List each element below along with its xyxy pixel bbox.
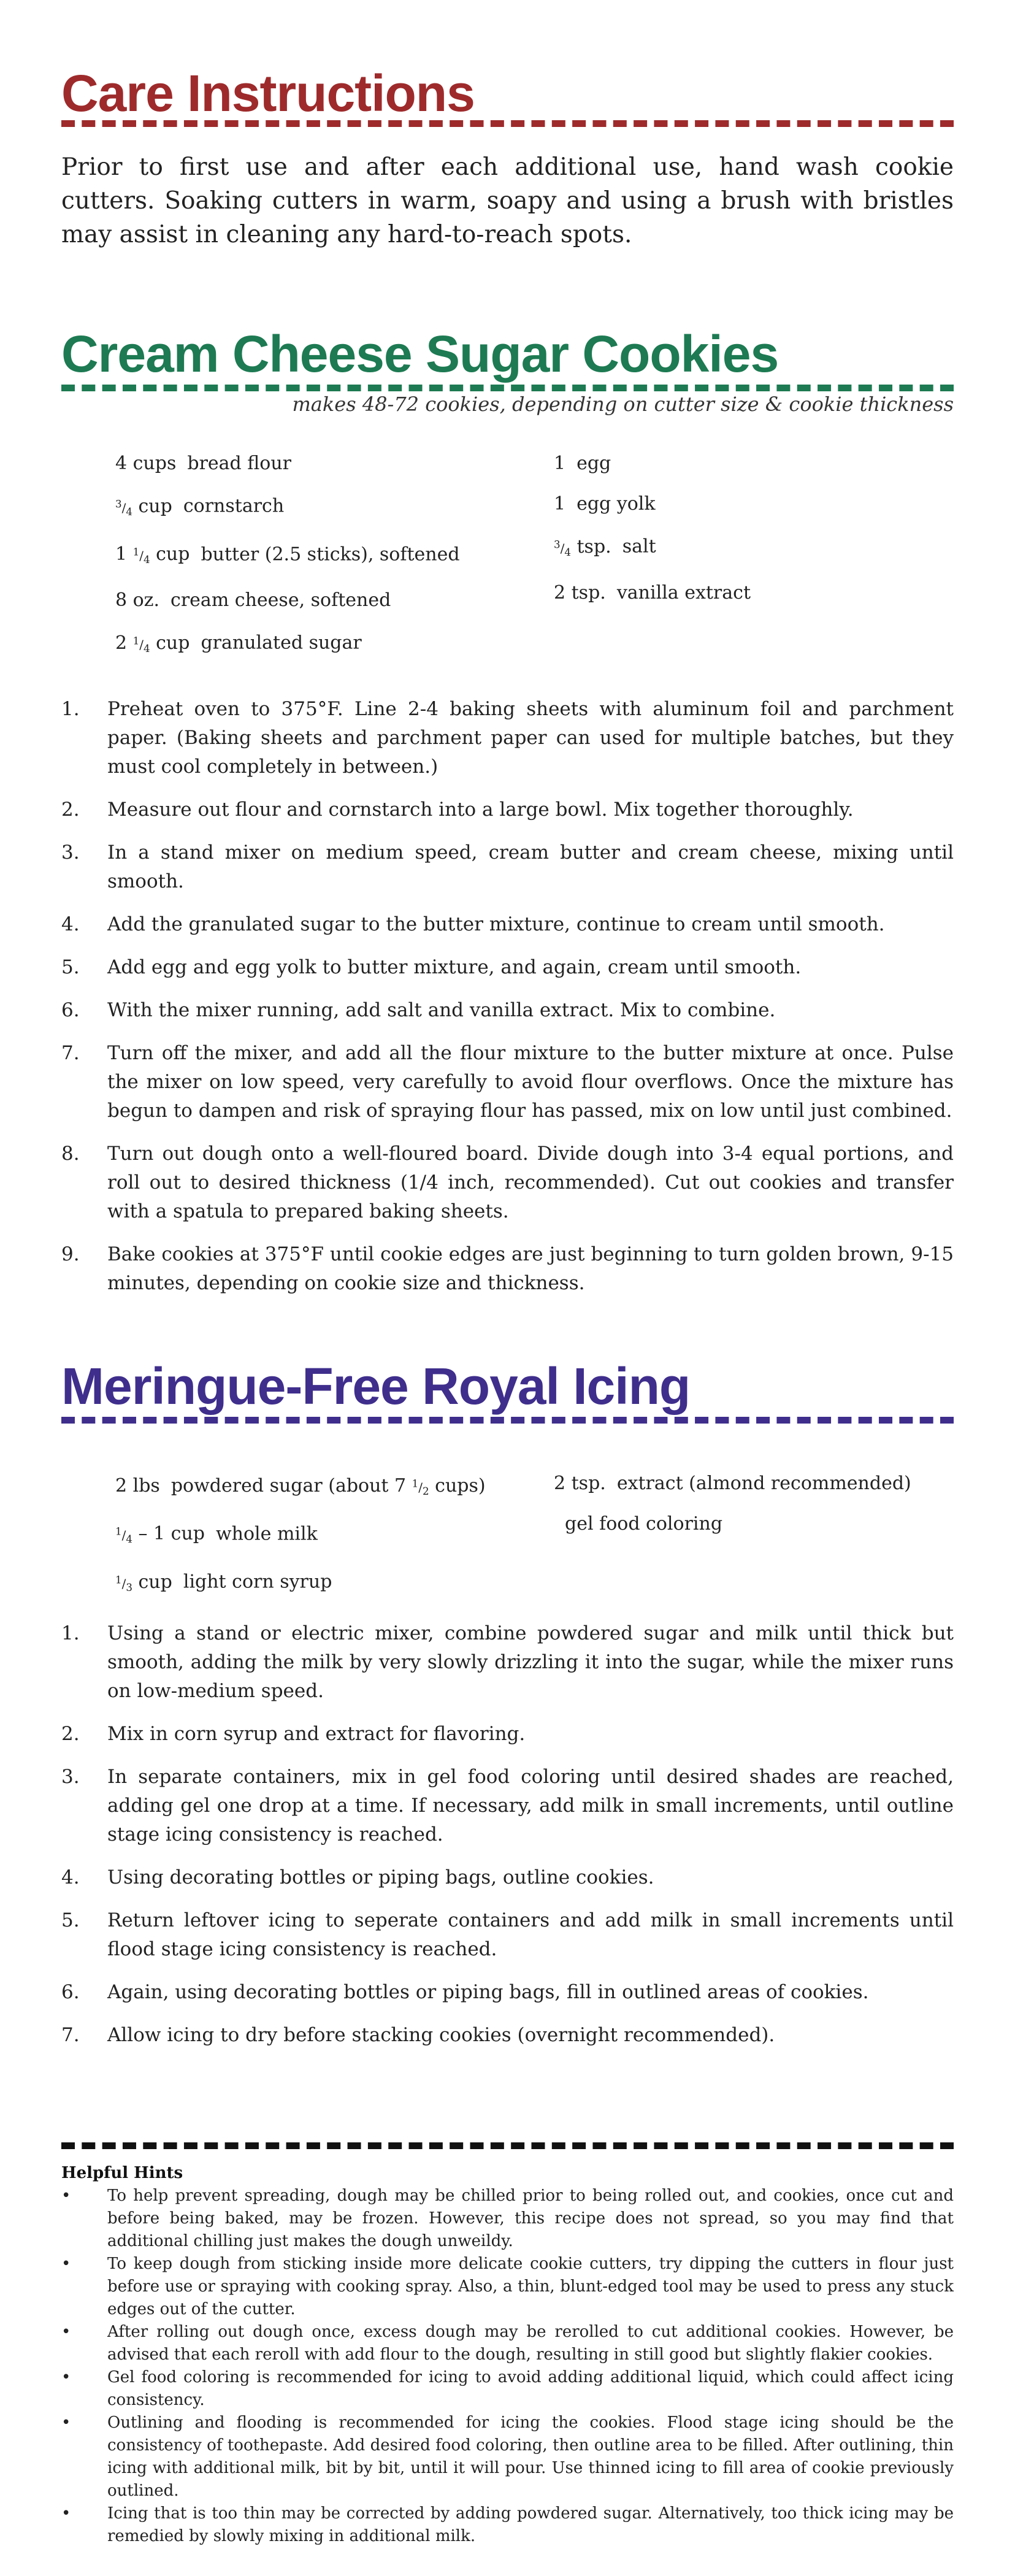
step-text: Return leftover icing to seperate containers and add milk in small increments until flood stage icing consistency is reached. bbox=[107, 1909, 954, 1960]
ingredient-row bbox=[115, 1512, 486, 1560]
step-text: Add the granulated sugar to the butter mixture, continue to cream until smooth. bbox=[107, 913, 885, 935]
step-text: Preheat oven to 375°F. Line 2-4 baking sheets with aluminum foil and parchment paper. (Baking sheets and parchment paper can used for multiple batches, but they must cool completely in between.) bbox=[107, 698, 954, 778]
step-text: With the mixer running, add salt and vanilla extract. Mix to combine. bbox=[107, 999, 776, 1021]
care-instructions-text: Prior to first use and after each additional use, hand wash cookie cutters. Soaking cutters in warm, soapy and using a brush with bristles may assist in cleaning any hard-to-reach spots. bbox=[61, 153, 954, 248]
ingredient-item: butter (2.5 sticks), softened bbox=[201, 543, 460, 565]
ingredient-row bbox=[554, 484, 751, 524]
step-text: Turn out dough onto a well-floured board. Divide dough into 3-4 equal portions, and roll out to desired thickness (1/4 inch, recommended). Cut out cookies and transfer with a spatula to prepared baking sheets. bbox=[107, 1143, 954, 1222]
ingredient-item: bread flour bbox=[187, 453, 292, 474]
cookie-ingredients-right bbox=[554, 443, 751, 613]
cookie-step: 1. Preheat oven to 375°F. Line 2-4 baking sheets with aluminum foil and parchment paper. (Baking sheets and parchment paper can used for multiple batches, but they must cool completely in between.) bbox=[61, 698, 954, 778]
ingredient-row bbox=[115, 443, 460, 484]
ingredient-row bbox=[554, 1504, 911, 1544]
fraction: $^3/_4$ bbox=[115, 498, 132, 518]
ingredient-qty: $^1/_3$ cup bbox=[115, 1571, 172, 1593]
ingredient-qty: 2 $^1/_4$ cup bbox=[115, 632, 190, 654]
hint-item bbox=[61, 2253, 954, 2321]
fraction: $^1/_3$ bbox=[115, 1574, 132, 1593]
step-text: In separate containers, mix in gel food coloring until desired shades are reached, adding gel one drop at a time. If necessary, add milk in small increments, until outline stage icing consistency is reached. bbox=[107, 1766, 954, 1846]
ingredient-qty: 1 bbox=[554, 493, 566, 515]
step-text: Using decorating bottles or piping bags, outline cookies. bbox=[107, 1866, 654, 1888]
fraction: $^3/_4$ bbox=[554, 539, 571, 558]
ingredient-qty: 2 lbs bbox=[115, 1474, 160, 1497]
bullet: • bbox=[61, 2413, 71, 2432]
bullet: • bbox=[61, 2187, 71, 2205]
icing-step: 1. Using a stand or electric mixer, combine powdered sugar and milk until thick but smooth, adding the milk by very slowly drizzling it into the sugar, while the mixer runs on low-medium speed. bbox=[61, 1622, 954, 1702]
ingredient-item: light corn syrup bbox=[183, 1571, 332, 1593]
ingredient-item: salt bbox=[622, 535, 656, 558]
icing-ingredients-right bbox=[554, 1463, 911, 1544]
hint-text: Icing that is too thin may be corrected by adding powdered sugar. Alternatively, too thick icing may be remedied by slowly mixing in additional milk. bbox=[107, 2504, 954, 2545]
cookie-yield: makes 48-72 cookies, depending on cutter size & cookie thickness bbox=[292, 393, 954, 416]
hint-item bbox=[61, 2185, 954, 2253]
fraction: $^1/_4$ bbox=[115, 1525, 132, 1546]
step-text: Add egg and egg yolk to butter mixture, and again, cream until smooth. bbox=[107, 956, 802, 978]
step-text: Again, using decorating bottles or piping bags, fill in outlined areas of cookies. bbox=[107, 1981, 869, 2003]
ingredient-item: whole milk bbox=[216, 1523, 318, 1545]
ingredient-qty: 1 $^1/_4$ cup bbox=[115, 543, 190, 566]
ingredient-item: egg bbox=[576, 453, 611, 474]
bullet: • bbox=[61, 2323, 71, 2341]
icing-recipe-title: Meringue-Free Royal Icing bbox=[61, 1357, 691, 1415]
hint-text: To keep dough from sticking inside more delicate cookie cutters, try dipping the cutters in flour just before use or spraying with cooking spray. Also, a thin, blunt-edged tool may be used to press any stuck edges out of the cutter. bbox=[107, 2255, 954, 2318]
cookie-step: 8. Turn out dough onto a well-floured board. Divide dough into 3-4 equal portions, and roll out to desired thickness (1/4 inch, recommended). Cut out cookies and transfer with a spatula to prepared baking sheets. bbox=[61, 1143, 954, 1222]
cookie-step: 4. Add the granulated sugar to the butter mixture, continue to cream until smooth. bbox=[61, 913, 885, 935]
step-text: Allow icing to dry before stacking cookies (overnight recommended). bbox=[107, 2024, 775, 2046]
hint-item bbox=[61, 2502, 954, 2548]
ingredient-qty: 2 tsp. bbox=[554, 581, 606, 604]
icing-step: 3. In separate containers, mix in gel food coloring until desired shades are reached, adding gel one drop at a time. If necessary, add milk in small increments, until outline stage icing consistency is reached. bbox=[61, 1766, 954, 1846]
cookie-step: 3. In a stand mixer on medium speed, cream butter and cream cheese, mixing until smooth. bbox=[61, 841, 954, 892]
helpful-hints-title: Helpful Hints bbox=[61, 2164, 183, 2182]
ingredient-qty: $^1/_4 - 1$ cup bbox=[115, 1523, 205, 1546]
icing-step: 7. Allow icing to dry before stacking cookies (overnight recommended). bbox=[61, 2024, 775, 2046]
fraction: $^1/_2$ bbox=[412, 1478, 429, 1497]
ingredient-row bbox=[115, 580, 460, 621]
ingredient-item: egg yolk bbox=[576, 493, 656, 515]
hint-text: Outlining and flooding is recommended for icing the cookies. Flood stage icing should be the consistency of toothepaste. Add desired food coloring, then outline area to be filled. After outlining, thin icing with additional milk, bit by bit, until it will pour. Use thinned icing to fill area of cookie previously outlined. bbox=[107, 2413, 954, 2500]
fraction: $^1/_4$ bbox=[132, 546, 150, 566]
step-text: Measure out flour and cornstarch into a large bowl. Mix together thoroughly. bbox=[107, 799, 854, 821]
ingredient-row bbox=[115, 1560, 486, 1608]
bullet: • bbox=[61, 2255, 71, 2273]
step-text: Mix in corn syrup and extract for flavoring. bbox=[107, 1723, 526, 1745]
icing-steps bbox=[61, 1619, 954, 2064]
hint-text: To help prevent spreading, dough may be chilled prior to being rolled out, and cookies, once cut and before being baked, may be frozen. However, this recipe does not spread, so you may find that additional chilling just makes the dough unweildy. bbox=[107, 2187, 954, 2250]
ingredient-item: cream cheese, softened bbox=[170, 589, 391, 611]
icing-step: 5. Return leftover icing to seperate containers and add milk in small increments until flood stage icing consistency is reached. bbox=[61, 1909, 954, 1960]
ingredient-item: vanilla extract bbox=[616, 581, 751, 604]
ingredient-row bbox=[115, 621, 460, 669]
helpful-hints-list bbox=[61, 2185, 954, 2548]
ingredient-row bbox=[554, 443, 751, 484]
ingredient-qty: 1 bbox=[554, 453, 566, 474]
hint-text: After rolling out dough once, excess dough may be rerolled to cut additional cookies. However, be advised that each reroll with add flour to the dough, resulting in still good but slightly flakier cookies. bbox=[107, 2323, 954, 2364]
cookie-divider bbox=[61, 385, 954, 391]
care-instructions-title: Care Instructions bbox=[61, 64, 475, 122]
ingredient-row bbox=[115, 484, 460, 532]
icing-ingredients-left bbox=[115, 1463, 486, 1608]
step-text: Turn off the mixer, and add all the flour mixture to the butter mixture at once. Pulse the mixer on low speed, very carefully to avoid flour overflows. Once the mixture has begun to dampen and risk of spraying flour has passed, mix on low until just combined. bbox=[107, 1042, 954, 1122]
cookie-step: 5. Add egg and egg yolk to butter mixture, and again, cream until smooth. bbox=[61, 956, 802, 978]
care-divider bbox=[61, 120, 954, 127]
icing-divider bbox=[61, 1417, 954, 1424]
icing-step: 4. Using decorating bottles or piping bags, outline cookies. bbox=[61, 1866, 654, 1888]
ingredient-qty: 8 oz. bbox=[115, 589, 160, 611]
ingredient-item: gel food coloring bbox=[565, 1513, 723, 1535]
ingredient-qty: $^3/_4$ cup bbox=[115, 495, 172, 518]
cookie-step: 2. Measure out flour and cornstarch into a large bowl. Mix together thoroughly. bbox=[61, 799, 854, 821]
ingredient-qty: 2 tsp. bbox=[554, 1473, 606, 1494]
bullet: • bbox=[61, 2504, 71, 2523]
cookie-step: 7. Turn off the mixer, and add all the flour mixture to the butter mixture at once. Pulse the mixer on low speed, very carefully to avoid flour overflows. Once the mixture has begun to dampen and risk of spraying flour has passed, mix on low until just combined. bbox=[61, 1042, 954, 1122]
step-text: Bake cookies at 375°F until cookie edges are just beginning to turn golden brown, 9-15 minutes, depending on cookie size and thickness. bbox=[107, 1243, 954, 1294]
ingredient-item: extract (almond recommended) bbox=[616, 1473, 911, 1494]
hint-item bbox=[61, 2412, 954, 2502]
icing-step: 6. Again, using decorating bottles or piping bags, fill in outlined areas of cookies. bbox=[61, 1981, 869, 2003]
hint-text: Gel food coloring is recommended for icing to avoid adding additional liquid, which could affect icing consistency. bbox=[107, 2368, 954, 2409]
hint-item bbox=[61, 2321, 954, 2366]
hints-divider bbox=[61, 2142, 954, 2149]
ingredient-qty: $^3/_4$ tsp. bbox=[554, 535, 611, 558]
cookie-step: 6. With the mixer running, add salt and vanilla extract. Mix to combine. bbox=[61, 999, 776, 1021]
cookie-recipe-title: Cream Cheese Sugar Cookies bbox=[61, 325, 779, 383]
hint-item bbox=[61, 2366, 954, 2412]
ingredient-row bbox=[554, 573, 751, 613]
ingredient-item: granulated sugar bbox=[201, 632, 362, 654]
step-text: In a stand mixer on medium speed, cream butter and cream cheese, mixing until smooth. bbox=[107, 841, 954, 892]
ingredient-row bbox=[115, 532, 460, 581]
ingredient-qty: 4 cups bbox=[115, 453, 177, 474]
ingredient-row bbox=[115, 1463, 486, 1512]
icing-step: 2. Mix in corn syrup and extract for flavoring. bbox=[61, 1723, 526, 1745]
cookie-ingredients-left bbox=[115, 443, 460, 669]
ingredient-item: cornstarch bbox=[183, 495, 285, 517]
cookie-steps bbox=[61, 695, 954, 1312]
ingredient-row bbox=[554, 1463, 911, 1504]
step-text: Using a stand or electric mixer, combine powdered sugar and milk until thick but smooth, adding the milk by very slowly drizzling it into the sugar, while the mixer runs on low-medium speed. bbox=[107, 1622, 954, 1702]
ingredient-row bbox=[554, 524, 751, 573]
bullet: • bbox=[61, 2368, 71, 2386]
ingredient-item: powdered sugar (about 7 $^1/_2$ cups) bbox=[170, 1474, 486, 1497]
cookie-step: 9. Bake cookies at 375°F until cookie edges are just beginning to turn golden brown, 9-15 minutes, depending on cookie size and thickness. bbox=[61, 1243, 954, 1294]
fraction: $^1/_4$ bbox=[132, 635, 150, 654]
